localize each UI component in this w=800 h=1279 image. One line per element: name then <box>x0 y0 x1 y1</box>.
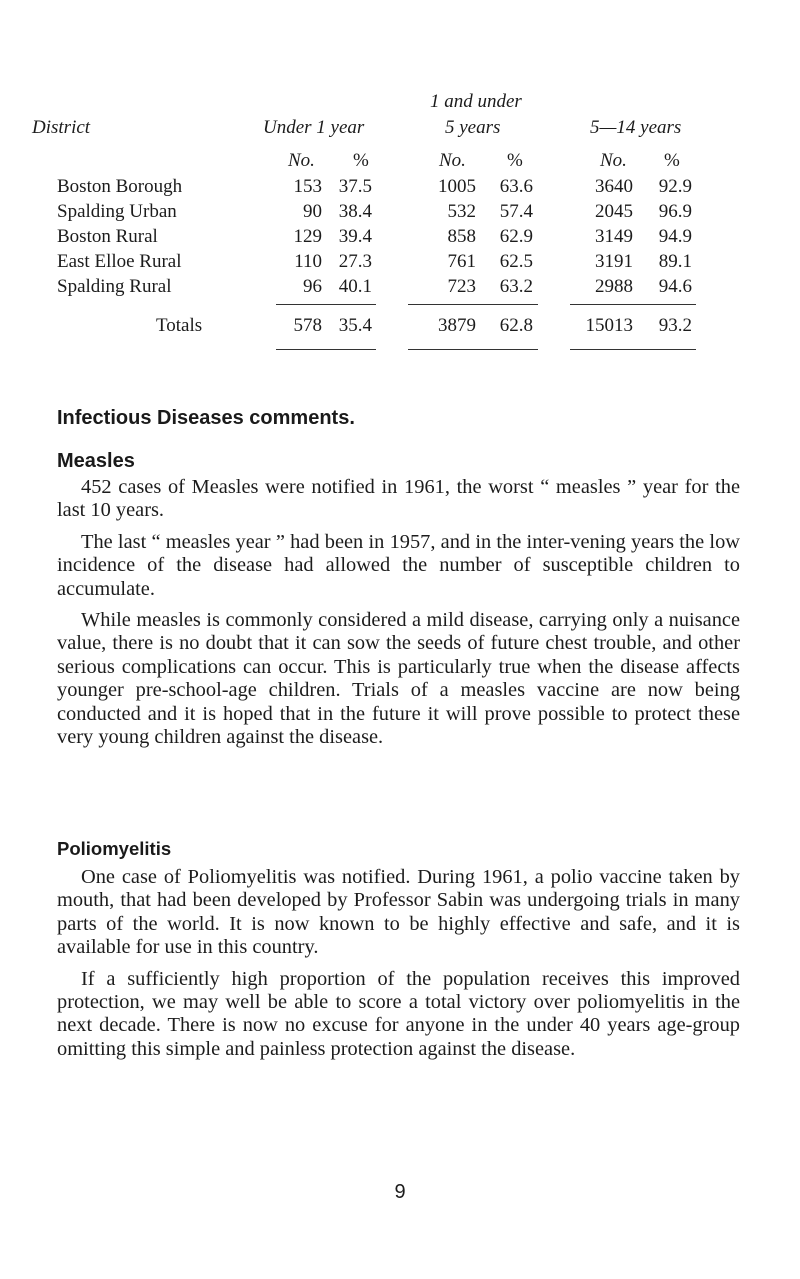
totals-n1: 578 <box>293 315 322 336</box>
polio-heading: Poliomyelitis <box>57 838 172 859</box>
row-district: Spalding Rural <box>57 276 172 297</box>
subheader-no-1: No. <box>288 150 315 171</box>
row-district: Boston Rural <box>57 226 158 247</box>
cell-p1: 27.3 <box>338 251 372 272</box>
row-district: Spalding Urban <box>57 201 177 222</box>
header-district: District <box>32 117 91 138</box>
cell-p3: 94.6 <box>658 276 692 297</box>
cell-p2: 63.6 <box>499 176 533 197</box>
total-rule-2 <box>408 304 538 305</box>
measles-paragraph: The last “ measles year ” had been in 1957, and in the inter-vening years the low incidence of the disease had allowed the number of susceptible children to accumulate. <box>57 530 740 600</box>
measles-paragraph: 452 cases of Measles were notified in 1961, the worst “ measles ” year for the last 10 years. <box>57 476 740 522</box>
cell-p3: 96.9 <box>658 201 692 222</box>
totals-n2: 3879 <box>438 315 476 336</box>
subheader-no-2: No. <box>439 150 466 171</box>
total-rule-1 <box>276 304 376 305</box>
cell-n2: 761 <box>447 251 476 272</box>
cell-n1: 110 <box>294 251 322 272</box>
bottom-rule-3 <box>570 349 696 350</box>
subheader-pct-2: % <box>507 150 523 171</box>
subheader-pct-3: % <box>664 150 680 171</box>
totals-label: Totals <box>156 315 203 336</box>
bottom-rule-1 <box>276 349 376 350</box>
header-5-to-14-years: 5—14 years <box>590 117 682 138</box>
cell-n3: 2988 <box>595 276 633 297</box>
subheader-no-3: No. <box>600 150 627 171</box>
cell-n1: 90 <box>303 201 322 222</box>
totals-n3: 15013 <box>585 315 633 336</box>
cell-p3: 92.9 <box>658 176 692 197</box>
polio-paragraph: One case of Poliomyelitis was notified. During 1961, a polio vaccine taken by mouth, that had been developed by Professor Sabin was undergoing trials in many parts of the world. It is now known to be highly effective and safe, and it is available for use in this country. <box>57 866 740 959</box>
cell-n3: 2045 <box>595 201 633 222</box>
bottom-rule-2 <box>408 349 538 350</box>
cell-p1: 39.4 <box>338 226 372 247</box>
cell-n2: 723 <box>447 276 476 297</box>
cell-n3: 3149 <box>595 226 633 247</box>
polio-paragraph: If a sufficiently high proportion of the population receives this improved protection, we may well be able to score a total victory over poliomyelitis in the next decade. There is now no excuse for anyone in the under 40 years age-group omitting this simple and painless protection against the disease. <box>57 967 740 1060</box>
measles-paragraph: While measles is commonly considered a mild disease, carrying only a nuisance value, there is no doubt that it can sow the seeds of future chest trouble, and other serious complications can occur. This is particularly true when the disease affects younger pre-school-age children. Trials of a measles vaccine are now being conducted and it is hoped that in the future it will prove possible to protect these very young children against the disease. <box>57 609 740 749</box>
vaccination-table <box>0 0 800 345</box>
cell-n2: 858 <box>447 226 476 247</box>
cell-n1: 153 <box>293 176 322 197</box>
cell-p2: 62.5 <box>499 251 533 272</box>
subheader-pct-1: % <box>353 150 369 171</box>
cell-n3: 3640 <box>595 176 633 197</box>
cell-p3: 89.1 <box>658 251 692 272</box>
cell-n2: 1005 <box>438 176 476 197</box>
cell-p2: 63.2 <box>499 276 533 297</box>
total-rule-3 <box>570 304 696 305</box>
row-district: East Elloe Rural <box>57 251 182 272</box>
section-title: Infectious Diseases comments. <box>57 407 355 429</box>
cell-p1: 38.4 <box>338 201 372 222</box>
polio-body <box>57 866 740 1061</box>
header-under-1-year: Under 1 year <box>263 117 365 138</box>
cell-n1: 129 <box>293 226 322 247</box>
totals-p1: 35.4 <box>338 315 372 336</box>
measles-body <box>57 476 740 749</box>
cell-p2: 62.9 <box>499 226 533 247</box>
header-1-to-5-line2: 5 years <box>445 117 501 138</box>
cell-p3: 94.9 <box>658 226 692 247</box>
totals-p2: 62.8 <box>499 315 533 336</box>
cell-n1: 96 <box>303 276 322 297</box>
page-number: 9 <box>394 1181 406 1203</box>
header-1-to-5-line1: 1 and under <box>430 91 522 112</box>
cell-n2: 532 <box>447 201 476 222</box>
cell-p1: 37.5 <box>338 176 372 197</box>
measles-heading: Measles <box>57 450 135 472</box>
row-district: Boston Borough <box>57 176 183 197</box>
cell-p1: 40.1 <box>338 276 372 297</box>
totals-p3: 93.2 <box>658 315 692 336</box>
cell-n3: 3191 <box>595 251 633 272</box>
cell-p2: 57.4 <box>499 201 533 222</box>
